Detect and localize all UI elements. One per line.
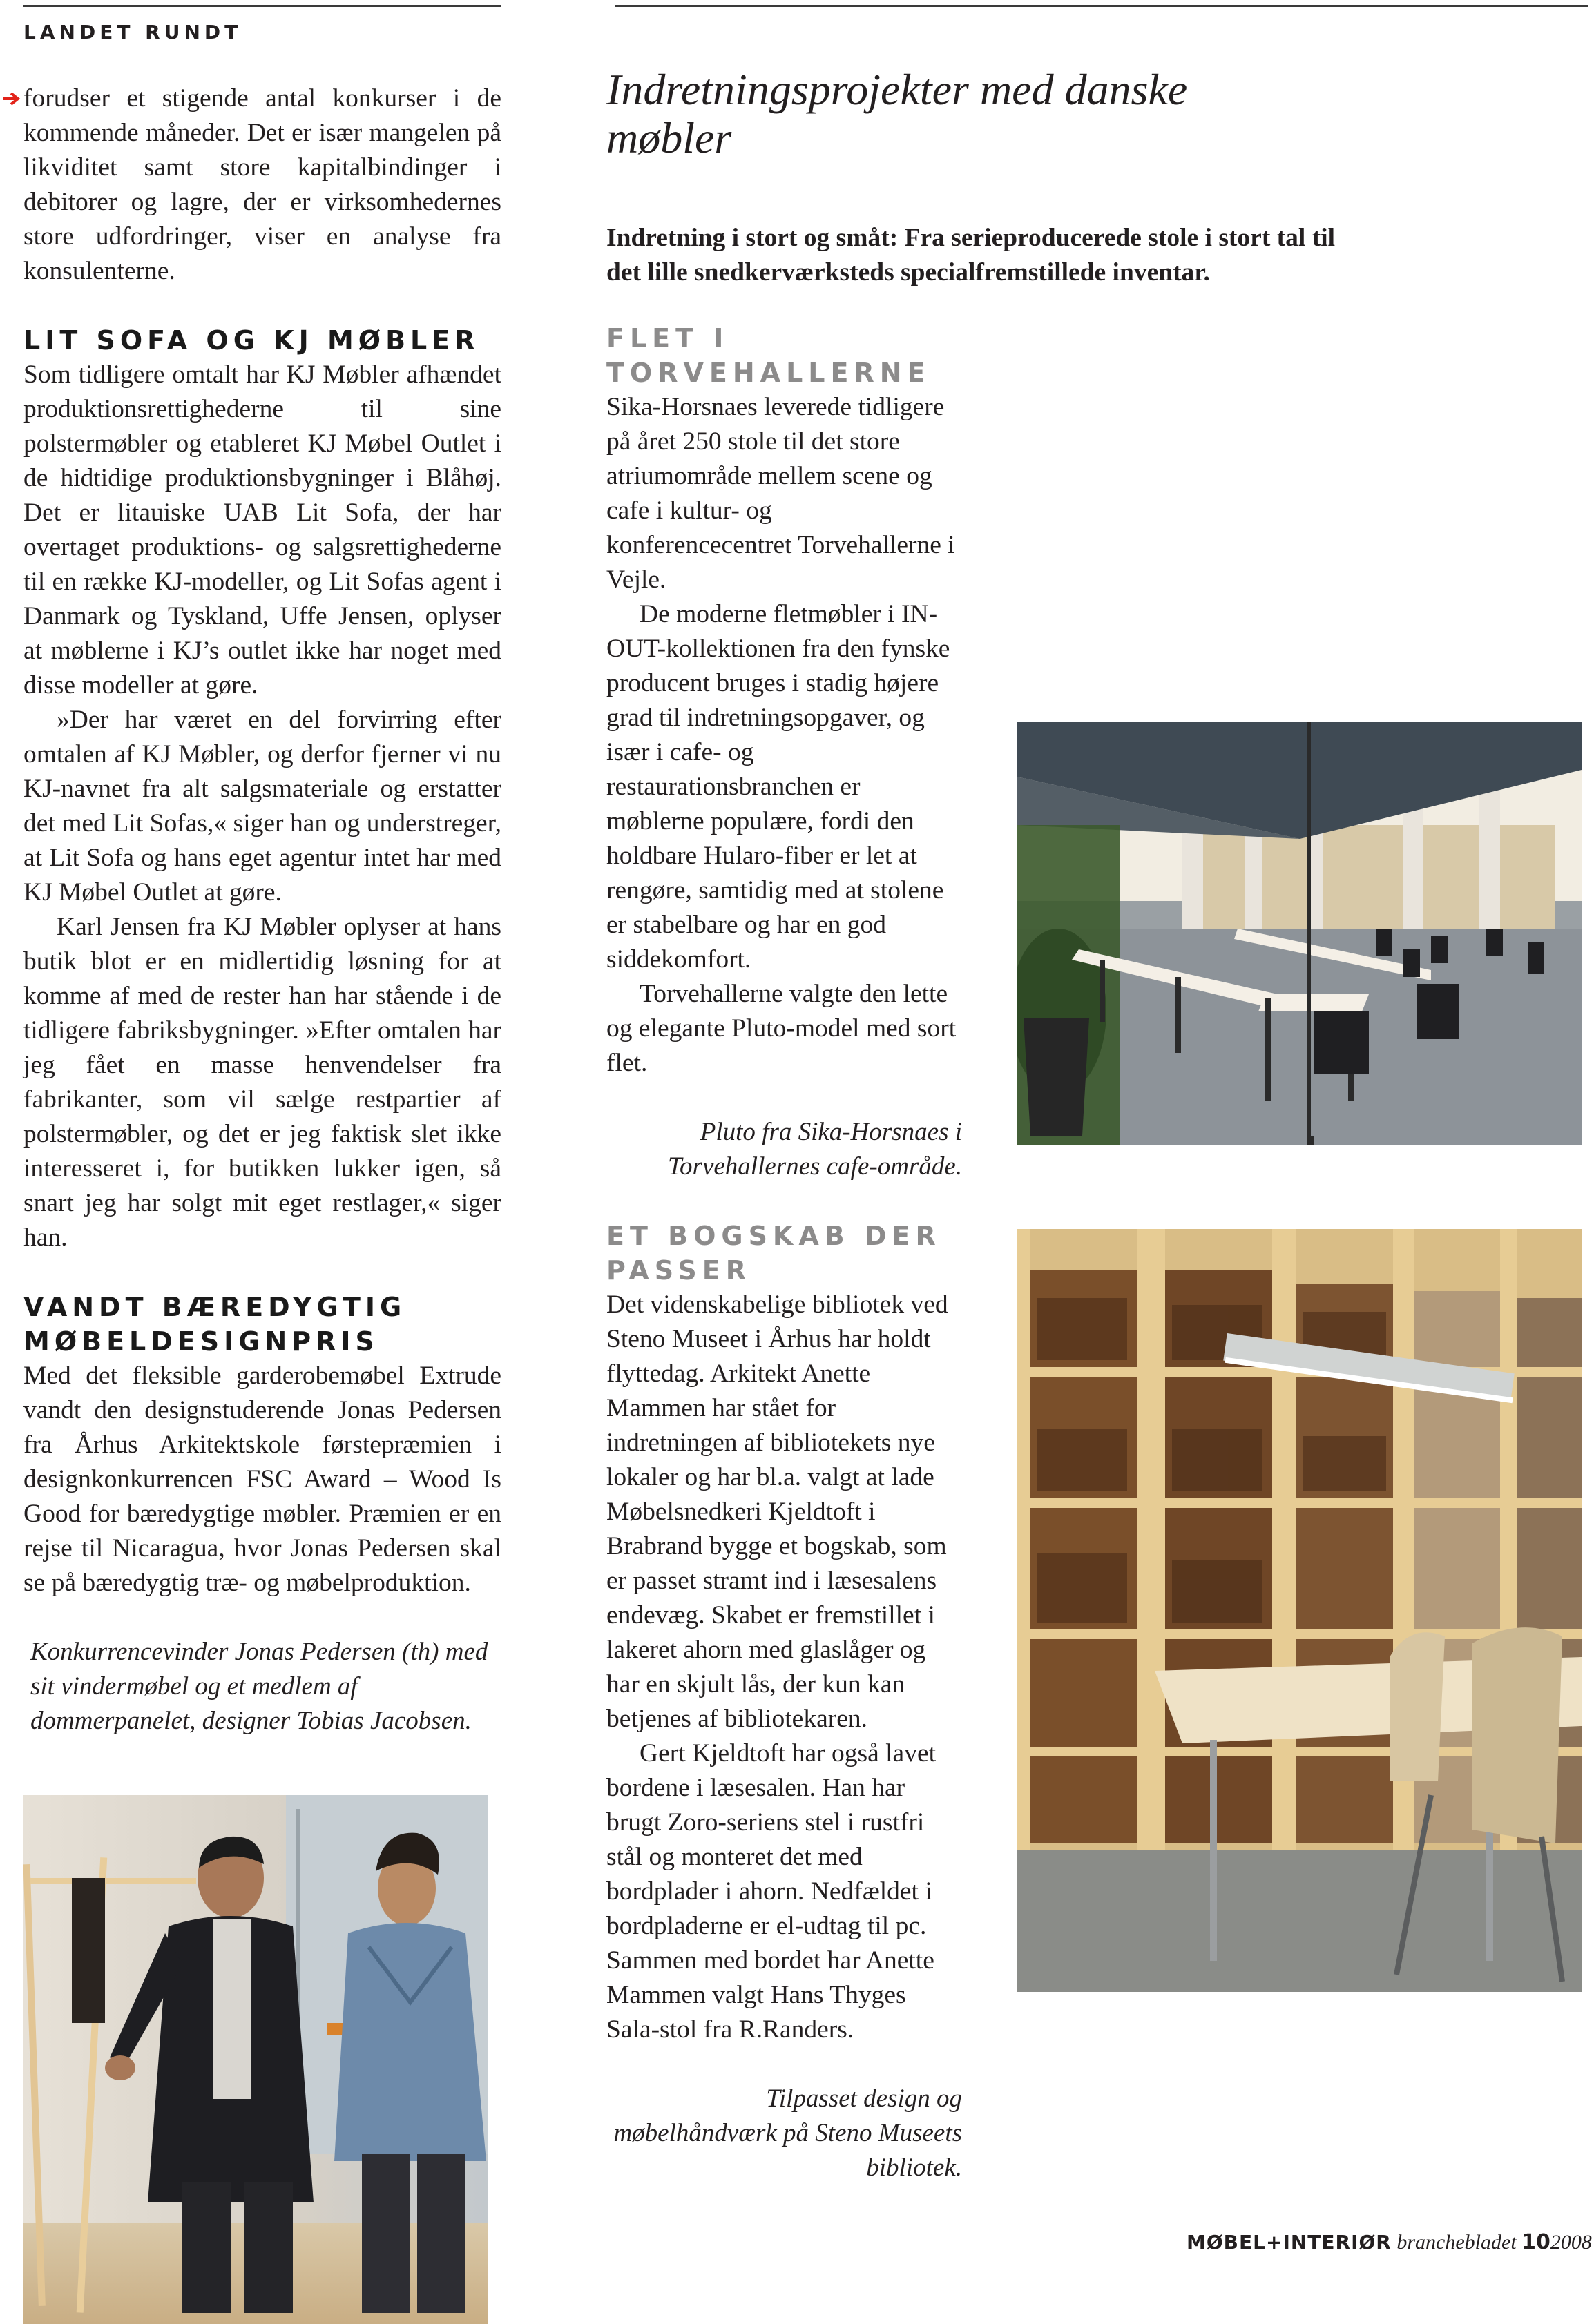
library-photo [1017, 1229, 1582, 1992]
bogskab-column [606, 1219, 962, 2185]
bogskab-paragraph-1: Det videnskabelige bibliotek ved Steno Museet i Århus har holdt flyttedag. Arkitekt Anette Mammen har stået for indretningen af bibliotekets nye lokaler og har bl.a. valgt at lade Møbelsnedkeri Kjeldtoft i Brabrand bygge et bogskab, som er passet stramt ind i læsesalens endevæg. Skabet er fremstillet i lakeret ahorn med glaslåger og har en skjult lås, der kun kan betjenes af bibliotekaren. [606, 1290, 948, 1733]
feature-title: Indretningsprojekter med danske møbler [606, 65, 1188, 162]
flet-paragraph-2: De moderne fletmøbler i IN-OUT-kollektionen fra den fynske producent bruges i stadig højere grad til indretningsopgaver, og især i cafe- og restaurationsbranchen er møblerne populære, fordi den holdbare Hularo-fiber er let at rengøre, samtidig med at stolene er stabelbare og har en god siddekomfort. [606, 600, 950, 974]
flet-paragraph-3: Torvehallerne valgte den lette og elegante Pluto-model med sort flet. [606, 980, 957, 1077]
top-rule-left [23, 5, 501, 7]
footer-publication: branchebladet [1396, 2231, 1517, 2254]
flet-caption: Pluto fra Sika-Horsnaes i Torvehallernes cafe-område. [667, 1118, 962, 1181]
page-footer [1187, 2230, 1592, 2254]
lit-sofa-paragraph-2: »Der har været en del forvirring efter omtalen af KJ Møbler, og derfor fjerner vi nu KJ-navnet fra alt salgsmateriale og erstatter det med Lit Sofas,« siger han og understreger, at Lit Sofa og hans eget agentur intet har med KJ Møbel Outlet at gøre. [23, 706, 501, 907]
lit-sofa-paragraph-1: Som tidligere omtalt har KJ Møbler afhændet produktionsrettighederne til sine polstermøbler og etableret KJ Møbel Outlet i de hidtidige produktionsbygninger i Blåhøj. Det er litauiske UAB Lit Sofa, der har overtaget produktions- og salgsrettighederne til en række KJ-modeller, og Lit Sofas agent i Danmark og Tyskland, Uffe Jensen, oplyser at møblerne i KJ’s outlet ikke har noget med disse modeller at gøre. [23, 360, 501, 699]
footer-year: 2008 [1550, 2231, 1592, 2254]
designer-photo [23, 1795, 488, 2324]
designer-photo-image [23, 1795, 488, 2324]
feature-lead: Indretning i stort og småt: Fra serieproducerede stole i stort tal til det lille snedkerværksteds specialfremstillede inventar. [606, 224, 1336, 287]
library-photo-image [1017, 1229, 1582, 1992]
bogskab-heading: ET BOGSKAB DER PASSER [606, 1221, 941, 1286]
flet-heading: FLET I TORVEHALLERNE [606, 323, 931, 388]
lit-sofa-paragraph-3: Karl Jensen fra KJ Møbler oplyser at hans butik blot er en midlertidig løsning for at komme af med de rester han har stående i de tidligere fabriksbygninger. »Efter omtalen har jeg fået en masse henvendelser fra fabrikanter, som vil sælge restpartier af polstermøbler, og det er jeg faktisk slet ikke interesseret i, for butikken lukker igen, så snart jeg har solgt mit eget restlager,« siger han. [23, 913, 501, 1252]
cafe-photo [1017, 722, 1582, 1145]
design-prize-paragraph: Med det fleksible garderobemøbel Extrude vandt den designstuderende Jonas Pedersen fra Århus Arkitektskole førstepræmien i designkonkurrencen FSC Award – Wood Is Good for bæredygtige møbler. Præmien er en rejse til Nicaragua, hvor Jonas Pedersen skal se på bæredygtig træ- og møbelproduktion. [23, 1362, 501, 1597]
cafe-photo-image [1017, 722, 1582, 1145]
design-prize-caption: Konkurrencevinder Jonas Pedersen (th) med sit vindermøbel og et medlem af dommerpanelet, designer Tobias Jacobsen. [30, 1638, 488, 1735]
intro-text: forudser et stigende antal konkurser i de kommende måneder. Det er især mangelen på likviditet samt store kapitalbindinger i debitorer og lagre, der er virksomhedernes store udfordringer, viser en analyse fra konsulenterne. [23, 84, 501, 285]
left-column [23, 81, 501, 1739]
flet-paragraph-1: Sika-Horsnaes leverede tidligere på året 250 stole til det store atriumområde mellem scene og cafe i kultur- og konferencecentret Torvehallerne i Vejle. [606, 393, 955, 594]
footer-brand: MØBEL+INTERIØR [1187, 2231, 1392, 2254]
flet-column [606, 321, 962, 1184]
lit-sofa-heading: LIT SOFA OG KJ MØBLER [23, 325, 480, 356]
top-rule-right [615, 5, 1588, 7]
bogskab-caption: Tilpasset design og møbelhåndværk på Steno Museets bibliotek. [613, 2084, 962, 2182]
section-tag: LANDET RUNDT [23, 21, 242, 43]
bogskab-paragraph-2: Gert Kjeldtoft har også lavet bordene i læsesalen. Han har brugt Zoro-seriens stel i rustfri stål og monteret det med bordplader i ahorn. Nedfældet i bordpladerne er el-udtag til pc. Sammen med bordet har Anette Mammen valgt Hans Thyges Sala-stol fra R.Randers. [606, 1739, 937, 2044]
continuation-arrow-icon [1, 88, 22, 109]
footer-issue: 10 [1521, 2230, 1550, 2254]
design-prize-heading: VANDT BÆREDYGTIG MØBELDESIGNPRIS [23, 1292, 407, 1357]
